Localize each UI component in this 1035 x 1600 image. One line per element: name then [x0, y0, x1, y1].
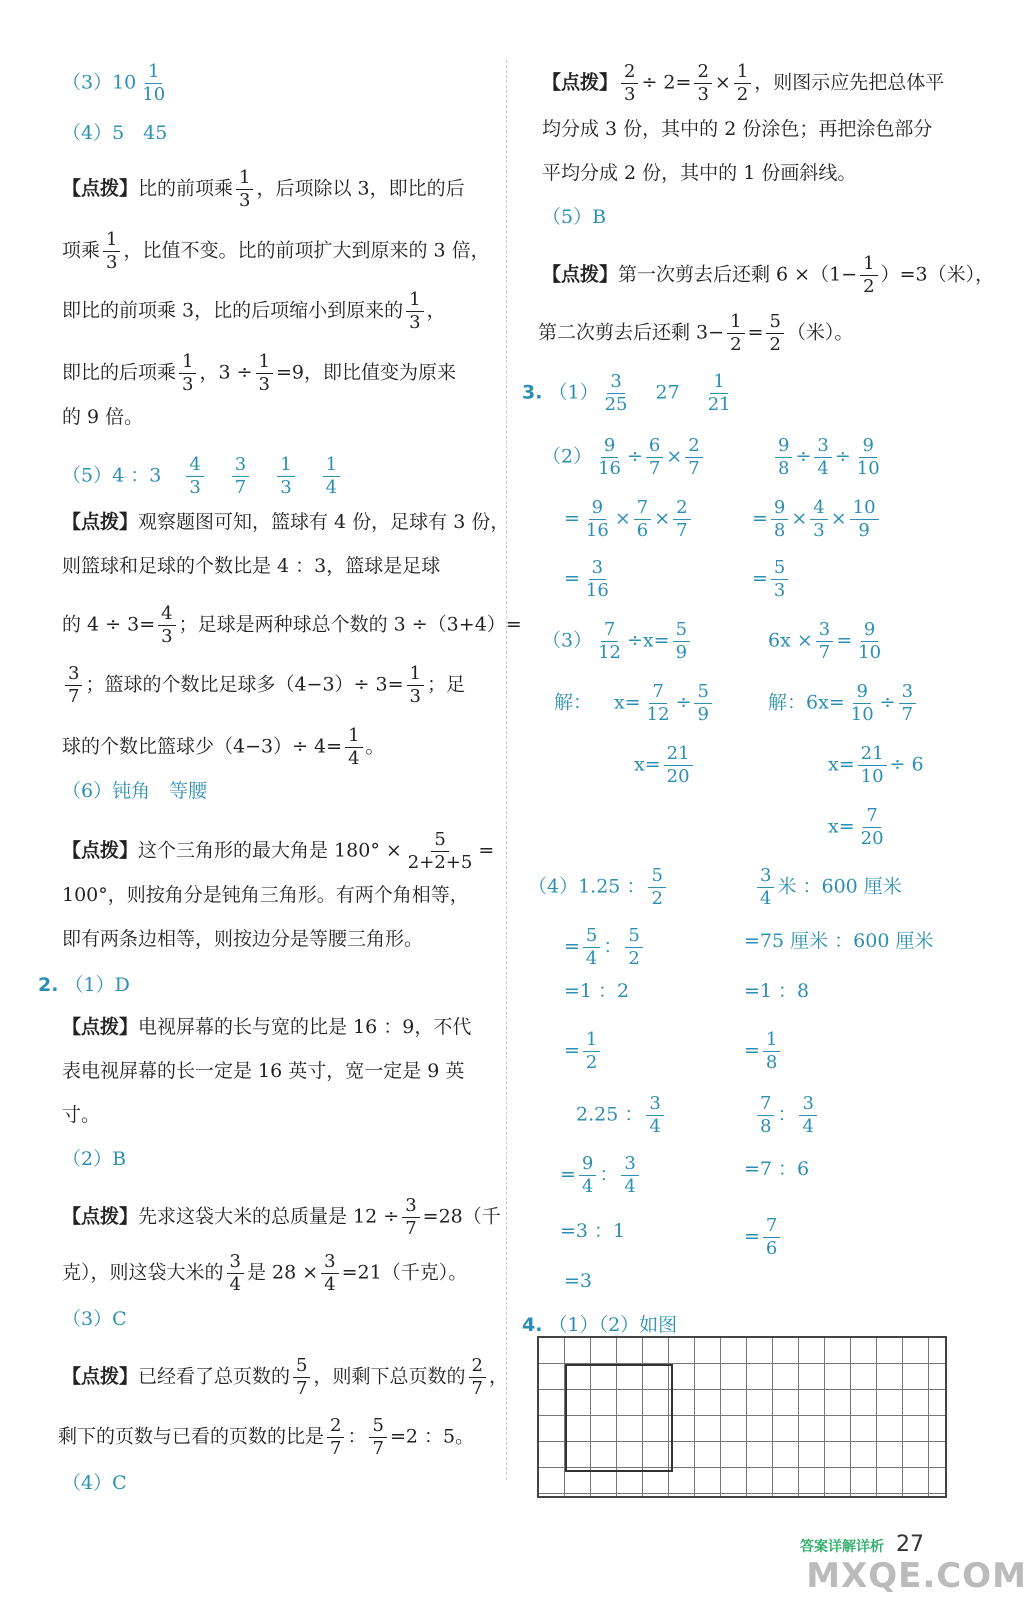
ratio-4b: $\frac{3}{4}$ 米 ：600 厘米: [754, 866, 902, 909]
fraction: $\frac{5}{7}$: [293, 1356, 310, 1399]
hint-line: 【点拨】 $\frac{2}{3}$ ÷ 2= $\frac{2}{3}$ × $\frac{1}{2}$ ，则图示应先把总体平: [542, 61, 945, 105]
hint-line: 【点拨】电视屏幕的长与宽的比是 16 ：9，不代: [62, 1016, 472, 1038]
fraction: $\frac{7}{12}$: [598, 619, 621, 663]
fraction: $\frac{5}{7}$: [369, 1416, 386, 1459]
fraction: $\frac{2}{3}$: [694, 62, 711, 105]
fraction: $\frac{1}{3}$: [256, 352, 273, 395]
calc-2a: = $\frac{9}{16}$ × $\frac{7}{6}$ × $\frac{2}{7}$: [564, 498, 694, 541]
ratio-4a: （4）1.25 ： $\frac{5}{2}$: [528, 866, 669, 909]
hint-line: 平均分成 2 份，其中的 1 份画斜线。: [542, 162, 857, 184]
fraction: $\frac{3}{4}$: [321, 1252, 338, 1295]
hint-line: 球的个数比篮球少（4−3）÷ 4= $\frac{1}{4}$ 。: [62, 725, 385, 769]
fraction: $\frac{2}{7}$: [685, 436, 702, 479]
hint-line: 均分成 3 份，其中的 2 份涂色；再把涂色部分: [542, 118, 933, 140]
fraction: $\frac{5}{4}$: [583, 926, 600, 969]
watermark: MXQE.COM: [806, 1556, 1027, 1596]
fraction: $\frac{3}{7}$: [65, 664, 82, 707]
ratio-4a: =1 ：2: [564, 980, 630, 1002]
fraction: $\frac{9}{10}$: [856, 435, 880, 479]
fraction: $\frac{2}{3}$: [621, 62, 638, 105]
fraction: $\frac{1}{3}$: [407, 664, 424, 707]
ratio-4a: 2.25 ： $\frac{3}{4}$: [576, 1094, 667, 1137]
fraction: $\frac{3}{4}$: [799, 1094, 816, 1137]
answer-4: （4）5 45: [62, 122, 168, 144]
fraction: $\frac{1}{3}$: [406, 290, 423, 333]
hint-line: 【点拨】先求这袋大米的总质量是 12 ÷ $\frac{3}{7}$ =28（千: [62, 1195, 501, 1239]
fraction: $\frac{1}{4}$: [345, 726, 362, 769]
hint-line: 剩下的页数与已看的页数的比是 $\frac{2}{7}$ ： $\frac{5}{7}$ =2 ：5。: [58, 1415, 475, 1459]
ratio-4b: =75 厘米 ：600 厘米: [744, 930, 934, 952]
fraction: $\frac{7}{6}$: [763, 1216, 780, 1259]
equation-3b: x= $\frac{7}{20}$: [828, 806, 890, 849]
hint-line: 的 4 ÷ 3= $\frac{4}{3}$ ；足球是两种球总个数的 3 ÷（3+4）=: [62, 603, 522, 647]
fraction: $\frac{5}{2}$: [625, 926, 642, 969]
page-number: 27: [896, 1532, 925, 1557]
equation-3b: 解：6x= $\frac{9}{10}$ ÷ $\frac{3}{7}$: [768, 682, 919, 725]
fraction: $\frac{3}{4}$: [814, 436, 831, 479]
fraction: $\frac{1}{21}$: [707, 371, 731, 415]
hint-line: 第二次剪去后还剩 3− $\frac{1}{2}$ = $\frac{5}{2}$ （米）。: [538, 311, 854, 355]
fraction: $\frac{1}{3}$: [179, 352, 196, 395]
fraction: $\frac{5}{2}$: [648, 866, 665, 909]
fraction: $\frac{4}{3}$: [810, 498, 827, 541]
hint-line: 【点拨】比的前项乘 $\frac{1}{3}$ ，后项除以 3，即比的后: [62, 167, 465, 211]
fraction: $\frac{1}{3}$: [236, 168, 253, 211]
hint-line: 则篮球和足球的个数比是 4 ：3，篮球是足球: [62, 555, 441, 577]
answer-2-3: （3）C: [62, 1308, 127, 1330]
fraction: $\frac{21}{20}$: [664, 744, 693, 787]
equation-3b: 6x × $\frac{3}{7}$ = $\frac{9}{10}$: [768, 620, 887, 663]
ratio-4a: = $\frac{9}{4}$ ： $\frac{3}{4}$: [560, 1154, 642, 1197]
question-2-1: 2. （1）D: [38, 974, 130, 996]
fraction: $\frac{1}{3}$: [103, 230, 120, 273]
fraction: $\frac{3}{7}$: [402, 1196, 419, 1239]
fraction: $\frac{4}{3}$: [186, 455, 203, 498]
fraction: $\frac{2}{7}$: [673, 498, 690, 541]
fraction: $\frac{3}{7}$: [232, 455, 249, 498]
footer-label: 答案详解详析: [800, 1539, 884, 1555]
fraction: $\frac{10}{9}$: [850, 498, 879, 541]
fraction: $\frac{3}{7}$: [816, 620, 833, 663]
fraction: $\frac{9}{8}$: [771, 498, 788, 541]
fraction: $\frac{1}{2}$: [734, 62, 751, 105]
column-divider: [506, 60, 507, 1480]
ratio-4a: = $\frac{5}{4}$ ： $\frac{5}{2}$: [564, 926, 646, 969]
ratio-4a: =3: [564, 1270, 593, 1292]
hint-line: 即比的后项乘 $\frac{1}{3}$ ，3 ÷ $\frac{1}{3}$ =9，即比值变为原来: [62, 351, 456, 395]
fraction: $\frac{21}{10}$: [858, 744, 887, 787]
grid-figure: [537, 1336, 947, 1498]
fraction: $\frac{7}{6}$: [634, 498, 651, 541]
fraction: $\frac{1}{2}$: [583, 1030, 600, 1073]
page-footer: [800, 1532, 924, 1557]
hint-line: 克），则这袋大米的 $\frac{3}{4}$ 是 28 × $\frac{3}{4}$ =21（千克）。: [62, 1251, 468, 1295]
hint-line: 表电视屏幕的长一定是 16 英寸，宽一定是 9 英: [62, 1060, 465, 1082]
fraction: $\frac{2}{7}$: [469, 1356, 486, 1399]
hint-line: 即有两条边相等，则按边分是等腰三角形。: [62, 928, 424, 950]
fraction: $\frac{1}{4}$: [323, 455, 340, 498]
grid-shape: [565, 1364, 673, 1472]
fraction: $\frac{9}{16}$: [585, 497, 609, 541]
equation-3a: x= $\frac{21}{20}$: [634, 744, 696, 787]
ratio-4a: =3 ：1: [560, 1220, 626, 1242]
hint-line: 【点拨】观察题图可知，篮球有 4 份，足球有 3 份，: [62, 511, 510, 533]
calc-2a: （2） $\frac{9}{16}$ ÷ $\frac{6}{7}$ × $\frac{2}{7}$: [542, 436, 706, 479]
ratio-4b: = $\frac{7}{6}$: [744, 1216, 783, 1259]
answer-5: （5）4 ：3 $\frac{4}{3}$ $\frac{3}{7}$ $\frac{1}{3}$ $\frac{1}{4}$: [62, 455, 343, 498]
ratio-4b: $\frac{7}{8}$ ： $\frac{3}{4}$: [754, 1094, 820, 1137]
answer-5b: （5）B: [542, 206, 607, 228]
calc-2b: = $\frac{5}{3}$: [752, 558, 791, 601]
fraction: $\frac{5}{2+2+5}$: [407, 829, 473, 873]
answer-2-2: （2）B: [62, 1148, 127, 1170]
fraction: $\frac{9}{4}$: [579, 1154, 596, 1197]
fraction: $\frac{5}{9}$: [694, 682, 711, 725]
calc-2b: = $\frac{9}{8}$ × $\frac{4}{3}$ × $\frac{10}{9}$: [752, 498, 882, 541]
equation-3b: x= $\frac{21}{10}$ ÷ 6: [828, 743, 924, 787]
hint-line: 【点拨】这个三角形的最大角是 180° × $\frac{5}{2+2+5}$ =: [62, 829, 495, 873]
hint-line: 100°，则按角分是钝角三角形。有两个角相等，: [62, 884, 469, 906]
fraction: $\frac{5}{2}$: [766, 312, 783, 355]
fraction: $\frac{3}{4}$: [757, 866, 774, 909]
fraction: $\frac{3}{25}$: [604, 371, 628, 415]
question-4: 4. （1）（2）如图: [522, 1314, 678, 1336]
ratio-4b: =7 ：6: [744, 1158, 810, 1180]
fraction: $\frac{7}{12}$: [646, 681, 670, 725]
fraction: $\frac{3}{4}$: [621, 1154, 638, 1197]
fraction: $\frac{1}{8}$: [763, 1030, 780, 1073]
fraction: $\frac{3}{7}$: [899, 682, 916, 725]
fraction: $\frac{1}{3}$: [277, 455, 294, 498]
fraction: $\frac{9}{16}$: [598, 435, 621, 479]
hint-line: 项乘 $\frac{1}{3}$ ，比值不变。比的前项扩大到原来的 3 倍，: [62, 229, 490, 273]
hint-line: 寸。: [62, 1104, 101, 1126]
answer-2-4: （4）C: [62, 1472, 127, 1494]
hint-line: 的 9 倍。: [62, 406, 144, 428]
question-3-1: 3. （1） $\frac{3}{25}$ 27 $\frac{1}{21}$: [522, 372, 737, 415]
answer-6: （6）钝角 等腰: [62, 780, 208, 802]
hint-line: 即比的前项乘 3，比的后项缩小到原来的 $\frac{1}{3}$ ，: [62, 289, 446, 333]
fraction: $\frac{3}{4}$: [646, 1094, 663, 1137]
hint-line: $\frac{3}{7}$ ；篮球的个数比足球多（4−3）÷ 3= $\frac{1}{3}$ ；足: [62, 664, 465, 707]
fraction: $\frac{3}{4}$: [227, 1252, 244, 1295]
calc-2a: = $\frac{3}{16}$: [564, 558, 615, 601]
fraction: $\frac{9}{10}$: [858, 619, 882, 663]
ratio-4b: =1 ：8: [744, 980, 810, 1002]
fraction: $\frac{1}{2}$: [727, 312, 744, 355]
fraction: $\frac{5}{3}$: [771, 558, 788, 601]
fraction: $\frac{6}{7}$: [646, 436, 663, 479]
fraction: $\frac{9}{10}$: [850, 681, 874, 725]
ratio-4a: = $\frac{1}{2}$: [564, 1030, 603, 1073]
fraction: $\frac{7}{8}$: [757, 1094, 774, 1137]
fraction: $\frac{1}{2}$: [860, 254, 877, 297]
fraction: $\frac{3}{16}$: [585, 557, 609, 601]
answer-3: （3）10 $\frac{1}{10}$: [62, 62, 171, 105]
fraction: $\frac{4}{3}$: [158, 604, 175, 647]
fraction: $\frac{9}{8}$: [775, 436, 792, 479]
hint-line: 【点拨】第一次剪去后还剩 6 ×（1− $\frac{1}{2}$ ）=3（米），: [542, 253, 995, 297]
fraction: $\frac{7}{20}$: [860, 805, 884, 849]
fraction: $\frac{5}{9}$: [673, 620, 690, 663]
fraction: $\frac{2}{7}$: [327, 1416, 344, 1459]
calc-2b: $\frac{9}{8}$ ÷ $\frac{3}{4}$ ÷ $\frac{9}{10}$: [772, 436, 886, 479]
ratio-4b: = $\frac{1}{8}$: [744, 1030, 783, 1073]
hint-line: 【点拨】已经看了总页数的 $\frac{5}{7}$ ，则剩下总页数的 $\frac{2}{7}$ ，: [62, 1355, 508, 1399]
equation-3a: 解： x= $\frac{7}{12}$ ÷ $\frac{5}{9}$: [554, 682, 715, 725]
equation-3a: （3） $\frac{7}{12}$ ÷x= $\frac{5}{9}$: [542, 620, 693, 663]
fraction: $\frac{1}{10}$: [142, 61, 166, 105]
